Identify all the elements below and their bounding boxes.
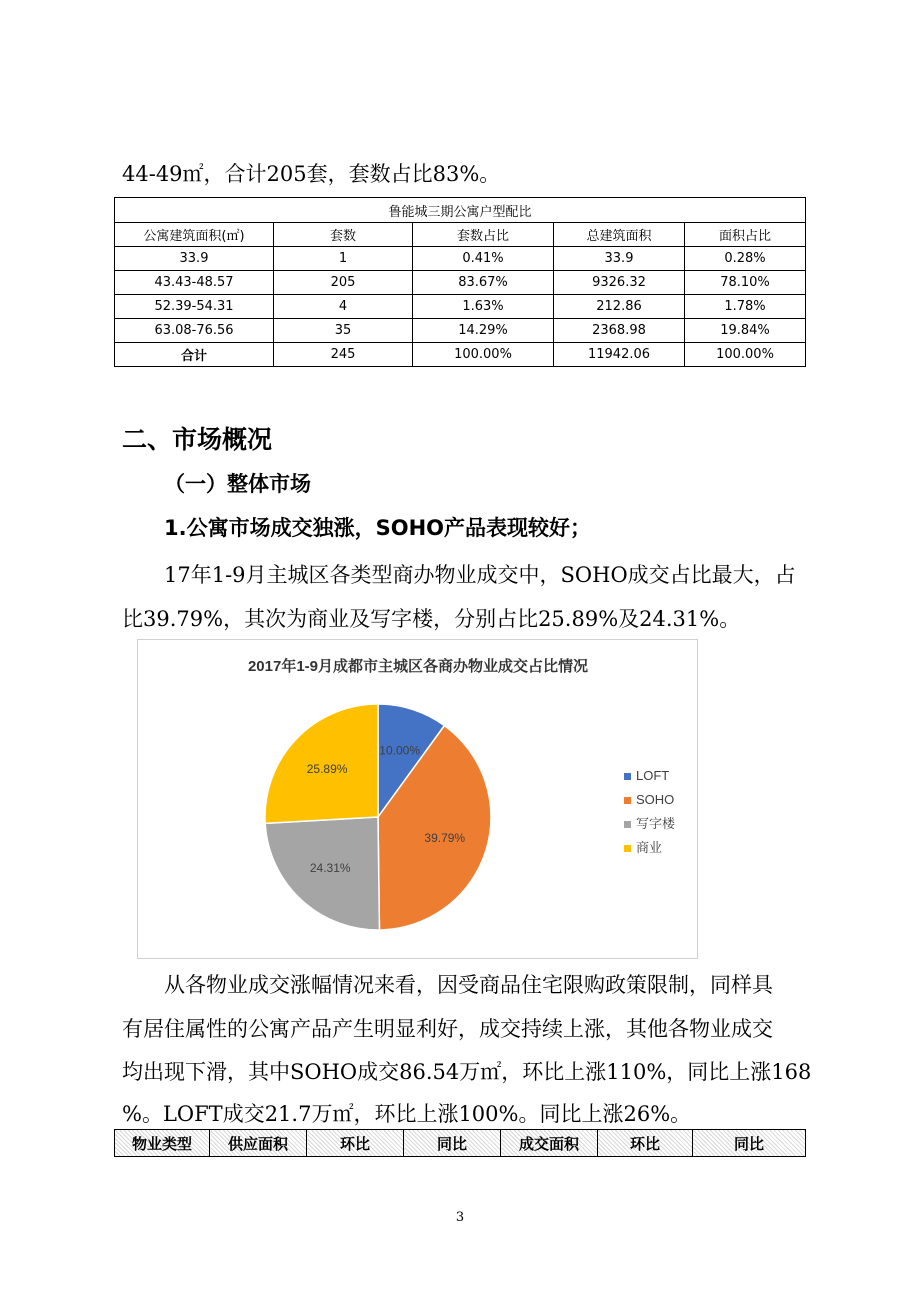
table-header-cell: 套数 (274, 223, 413, 247)
table-header-cell: 套数占比 (413, 223, 554, 247)
legend-swatch (624, 821, 631, 828)
table-row (115, 271, 806, 295)
table-header-row (115, 1130, 806, 1157)
table-header-cell: 同比 (693, 1130, 806, 1157)
pie-chart-svg (138, 640, 697, 958)
table-cell: 245 (274, 343, 413, 367)
table-cell: 1.63% (413, 295, 554, 319)
table-header-cell: 成交面积 (501, 1130, 598, 1157)
legend-label: LOFT (636, 768, 670, 783)
page-number: 3 (455, 1210, 465, 1225)
table-header-cell: 环比 (307, 1130, 404, 1157)
table-cell: 1 (274, 247, 413, 271)
table-cell: 205 (274, 271, 413, 295)
table-header-cell: 面积占比 (685, 223, 806, 247)
table-cell: 合计 (115, 343, 274, 367)
table-header-row (115, 223, 806, 247)
pie-data-label: 25.89% (306, 761, 348, 776)
table-cell: 0.28% (685, 247, 806, 271)
table-cell: 35 (274, 319, 413, 343)
table-cell: 33.9 (554, 247, 685, 271)
legend-label: 写字楼 (636, 816, 676, 831)
legend-swatch (624, 845, 631, 852)
table-header-cell: 供应面积 (210, 1130, 307, 1157)
table-cell: 52.39-54.31 (115, 295, 274, 319)
para2-line: %。LOFT成交21.7万㎡，环比上涨100%。同比上涨26%。 (122, 1102, 692, 1126)
para2-line: 有居住属性的公寓产品产生明显利好，成交持续上涨，其他各物业成交 (122, 1017, 773, 1041)
table-row (115, 247, 806, 271)
apartment-ratio-table (114, 197, 806, 367)
table-cell: 33.9 (115, 247, 274, 271)
table-cell: 4 (274, 295, 413, 319)
table-total-row (115, 343, 806, 367)
chart-title: 2017年1-9月成都市主城区各商办物业成交占比情况 (247, 658, 589, 675)
table-cell: 83.67% (413, 271, 554, 295)
pie-data-label: 10.00% (379, 743, 421, 758)
table-cell: 1.78% (685, 295, 806, 319)
para2-line: 均出现下滑，其中SOHO成交86.54万㎡，环比上涨110%，同比上涨168 (122, 1060, 812, 1084)
pie-data-label: 39.79% (424, 831, 466, 846)
table-cell: 14.29% (413, 319, 554, 343)
table-cell: 63.08-76.56 (115, 319, 274, 343)
intro-line: 44-49㎡，合计205套，套数占比83%。 (122, 162, 501, 186)
table-header-cell: 公寓建筑面积(㎡) (115, 223, 274, 247)
table-header-cell: 环比 (598, 1130, 693, 1157)
pie-chart (137, 639, 698, 959)
pie-data-label: 24.31% (309, 861, 351, 876)
para1-line: 17年1-9月主城区各类型商办物业成交中，SOHO成交占比最大，占 (164, 563, 796, 587)
point-title: 1.公寓市场成交独涨，SOHO产品表现较好； (164, 516, 591, 540)
table-cell: 9326.32 (554, 271, 685, 295)
legend-label: SOHO (636, 792, 675, 807)
table-cell: 100.00% (685, 343, 806, 367)
table-cell: 212.86 (554, 295, 685, 319)
subsection-title: （一）整体市场 (164, 472, 311, 496)
property-table (114, 1129, 806, 1157)
table-cell: 0.41% (413, 247, 554, 271)
table-header-cell: 同比 (404, 1130, 501, 1157)
para2-line: 从各物业成交涨幅情况来看，因受商品住宅限购政策限制，同样具 (164, 973, 773, 997)
table-cell: 100.00% (413, 343, 554, 367)
legend-swatch (624, 797, 631, 804)
legend-swatch (624, 773, 631, 780)
table-header-cell: 物业类型 (115, 1130, 210, 1157)
table-header-cell: 总建筑面积 (554, 223, 685, 247)
section-title: 二、市场概况 (122, 425, 273, 454)
table-caption: 鲁能城三期公寓户型配比 (115, 198, 806, 223)
table-row (115, 319, 806, 343)
table-cell: 43.43-48.57 (115, 271, 274, 295)
legend-label: 商业 (636, 840, 663, 855)
para1-line: 比39.79%，其次为商业及写字楼，分别占比25.89%及24.31%。 (122, 607, 741, 631)
table-cell: 2368.98 (554, 319, 685, 343)
table-cell: 19.84% (685, 319, 806, 343)
table-row (115, 295, 806, 319)
table-cell: 11942.06 (554, 343, 685, 367)
table-cell: 78.10% (685, 271, 806, 295)
